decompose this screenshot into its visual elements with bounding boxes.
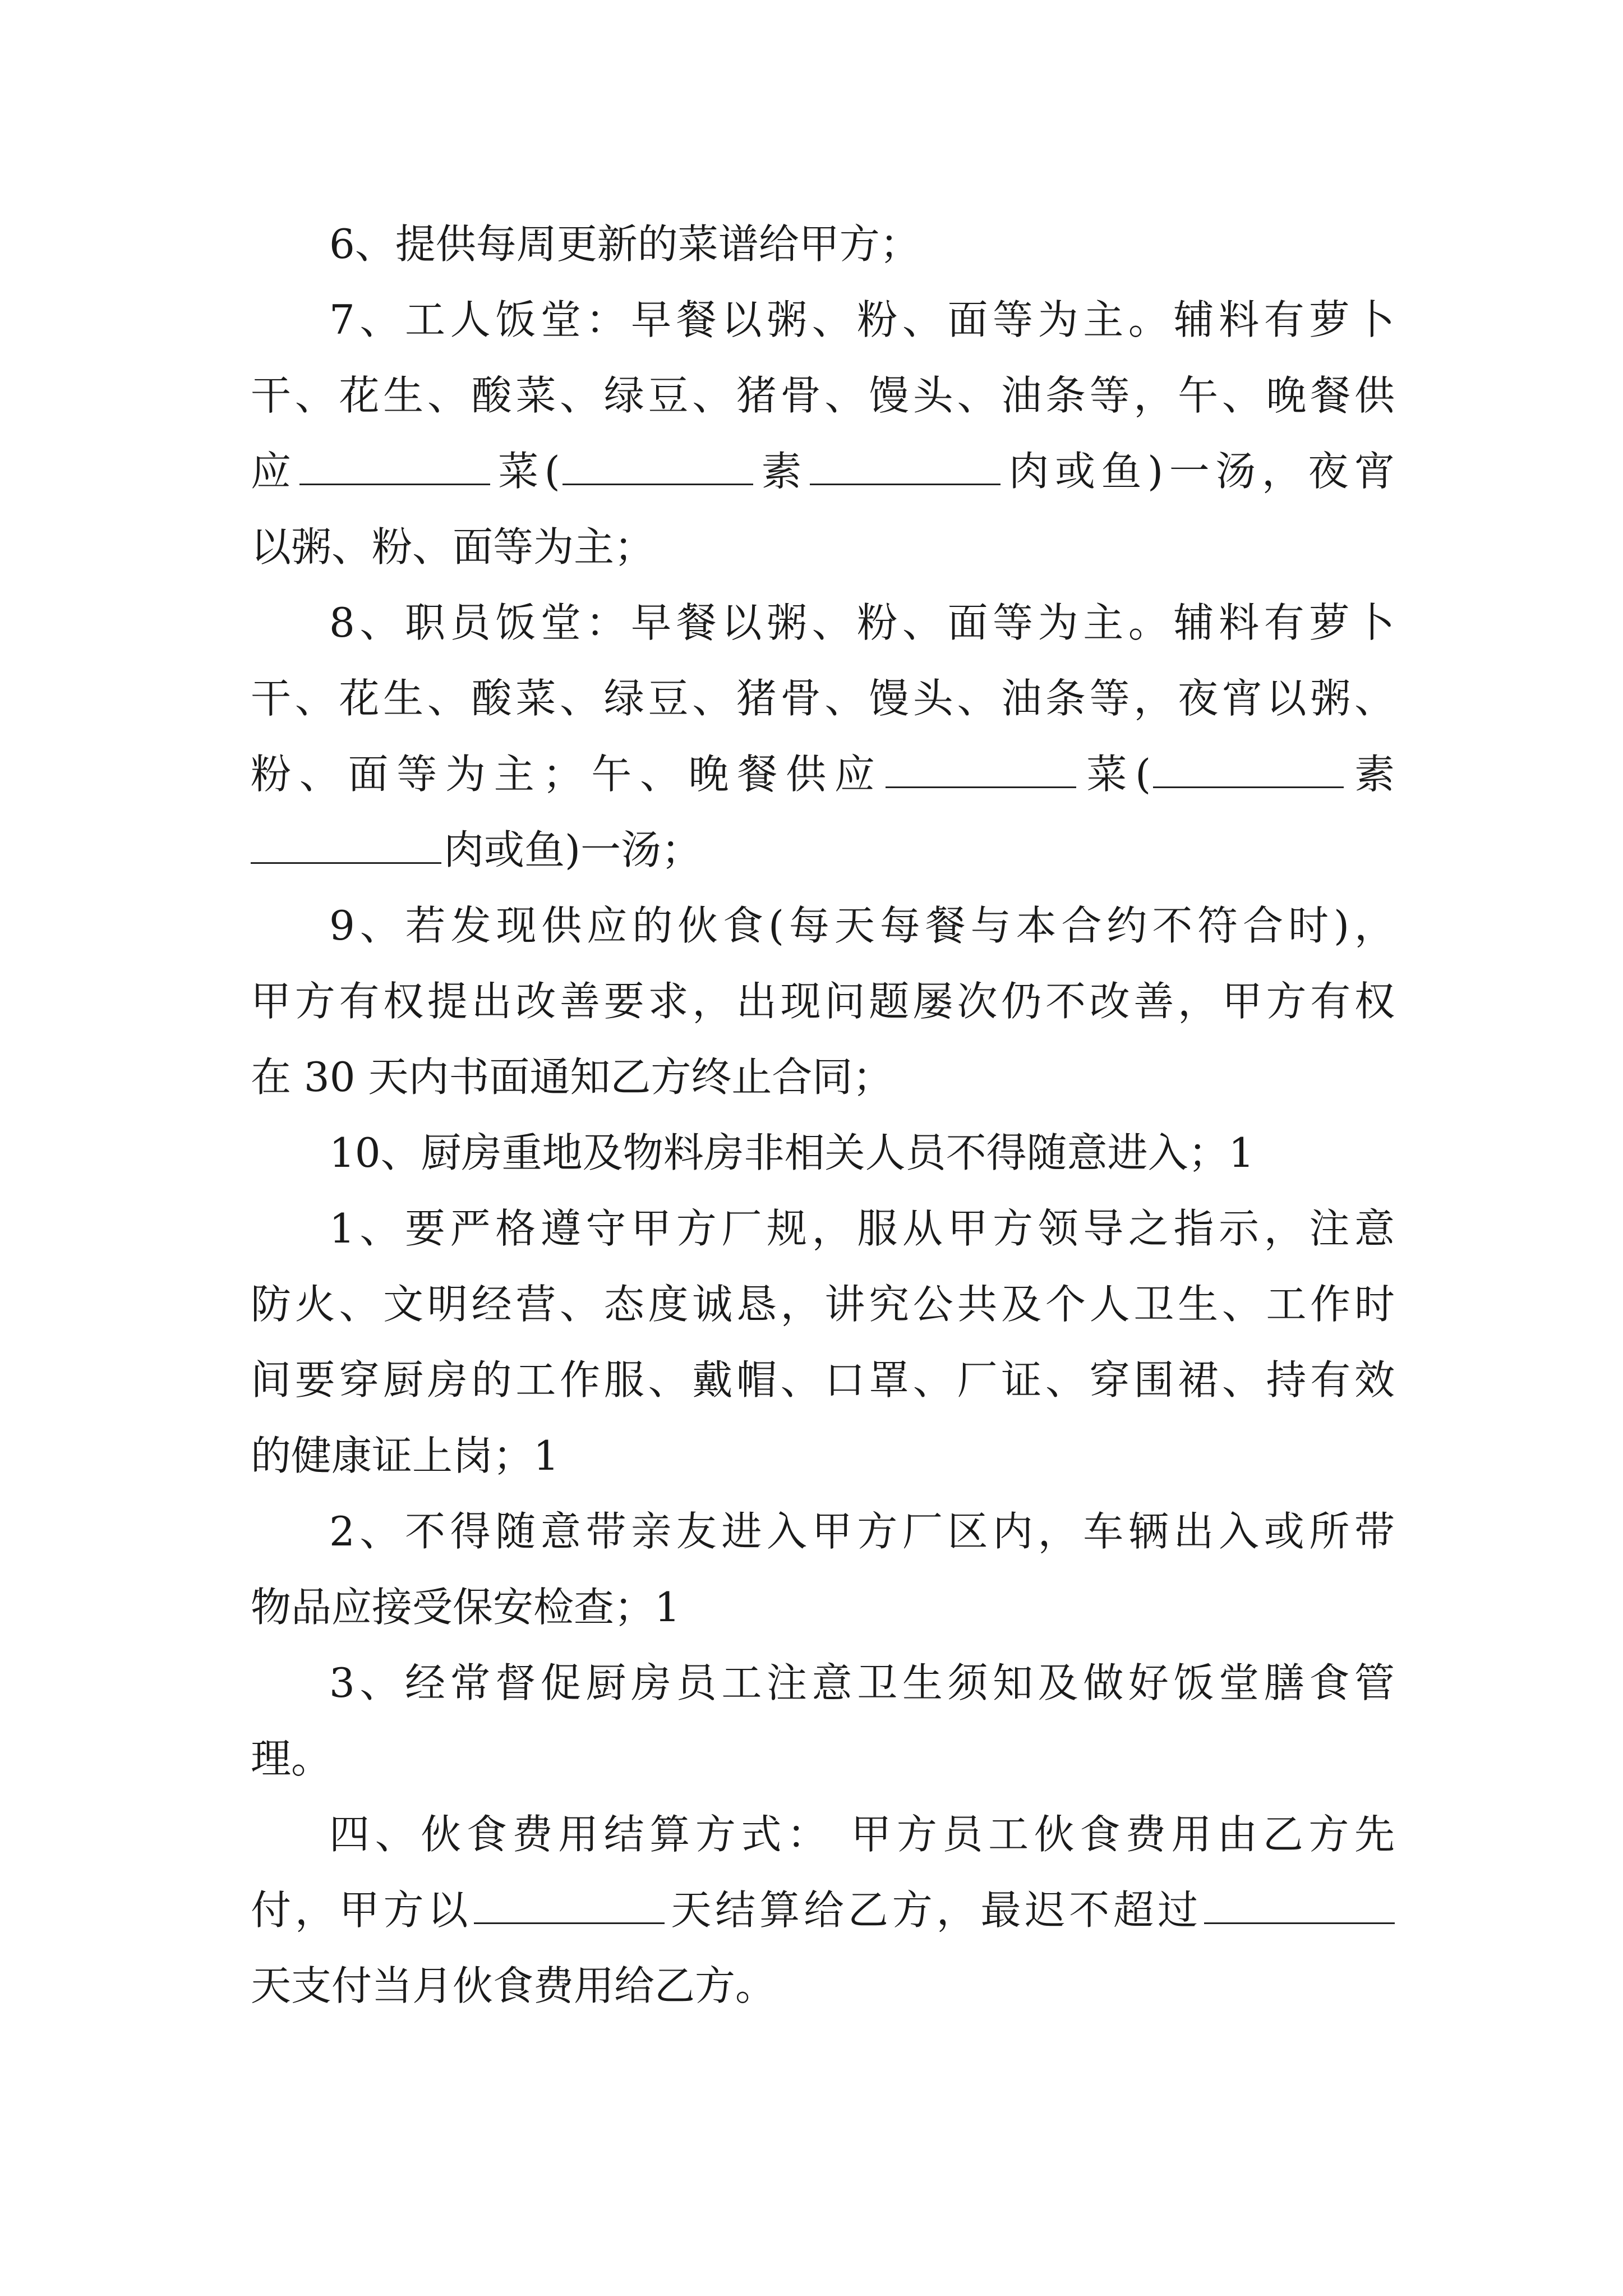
text-line	[251, 367, 1395, 424]
text-line	[251, 519, 1395, 575]
text: 9、若发现供应的伙食(每天每餐与本合约不符合时)，	[329, 902, 1395, 949]
blank-underline	[562, 449, 753, 485]
text: 7、工人饭堂：早餐以粥、粉、面等为主。辅料有萝卜	[329, 296, 1395, 343]
text: 的健康证上岗；1	[251, 1432, 559, 1479]
text-line	[251, 746, 1395, 802]
blank-underline	[251, 827, 441, 864]
text-line	[251, 1049, 1395, 1105]
text: 应	[251, 448, 297, 495]
text-line	[251, 1958, 1395, 2014]
text-line	[329, 216, 1395, 272]
text-line	[251, 443, 1395, 499]
text: 物品应接受保安检查；1	[251, 1584, 680, 1631]
text: 8、职员饭堂：早餐以粥、粉、面等为主。辅料有萝卜	[329, 599, 1395, 646]
text: 菜(	[492, 448, 560, 495]
text-line	[329, 292, 1395, 348]
blank-underline	[299, 449, 490, 485]
blank-underline	[1153, 752, 1344, 788]
text: 素	[755, 448, 808, 495]
text-line	[329, 1655, 1395, 1711]
text: 天支付当月伙食费用给乙方。	[251, 1962, 776, 2009]
blank-underline	[1204, 1888, 1395, 1924]
text-line	[251, 1882, 1395, 1938]
text: 肉或鱼)一汤；	[444, 826, 702, 873]
text: 防火、文明经营、态度诚恳，讲究公共及个人卫生、工作时	[251, 1281, 1395, 1328]
text-line	[251, 1428, 1395, 1484]
text: 素	[1346, 751, 1395, 798]
text-line	[251, 973, 1395, 1029]
text: 干、花生、酸菜、绿豆、猪骨、馒头、油条等，夜宵以粥、	[251, 675, 1395, 722]
text: 10、厨房重地及物料房非相关人员不得随意进入；1	[329, 1129, 1255, 1176]
text-line	[251, 822, 1395, 878]
text-line	[251, 670, 1395, 726]
text-line	[329, 1200, 1395, 1257]
text: 6、提供每周更新的菜谱给甲方；	[329, 220, 920, 268]
text: 在 30 天内书面通知乙方终止合同；	[251, 1053, 893, 1101]
text: 付，甲方以	[251, 1887, 472, 1934]
text-line	[329, 898, 1395, 954]
text: 肉或鱼)一汤，夜宵	[1002, 448, 1395, 495]
text: 1、要严格遵守甲方厂规，服从甲方领导之指示，注意	[329, 1205, 1395, 1252]
blank-underline	[810, 449, 1000, 485]
text: 甲方有权提出改善要求，出现问题屡次仍不改善，甲方有权	[251, 978, 1395, 1025]
text: 菜(	[1078, 751, 1151, 798]
text: 四、伙食费用结算方式： 甲方员工伙食费用由乙方先	[329, 1811, 1395, 1858]
blank-underline	[886, 752, 1076, 788]
blank-underline	[474, 1888, 665, 1924]
text-line	[251, 1276, 1395, 1332]
text: 间要穿厨房的工作服、戴帽、口罩、厂证、穿围裙、持有效	[251, 1356, 1395, 1404]
text: 天结算给乙方，最迟不超过	[667, 1887, 1202, 1934]
text: 干、花生、酸菜、绿豆、猪骨、馒头、油条等，午、晚餐供	[251, 372, 1395, 419]
text: 3、经常督促厨房员工注意卫生须知及做好饭堂膳食管	[329, 1659, 1395, 1706]
text: 粉、面等为主；午、晚餐供应	[251, 751, 883, 798]
text-line	[329, 595, 1395, 651]
text-line	[329, 1503, 1395, 1559]
text: 理。	[251, 1735, 332, 1782]
text-line	[251, 1579, 1395, 1635]
text-line	[329, 1806, 1395, 1862]
text-line	[329, 1125, 1395, 1181]
text-line	[251, 1352, 1395, 1408]
text: 以粥、粉、面等为主；	[251, 523, 655, 570]
text-line	[251, 1731, 1395, 1787]
text: 2、不得随意带亲友进入甲方厂区内，车辆出入或所带	[329, 1508, 1395, 1555]
